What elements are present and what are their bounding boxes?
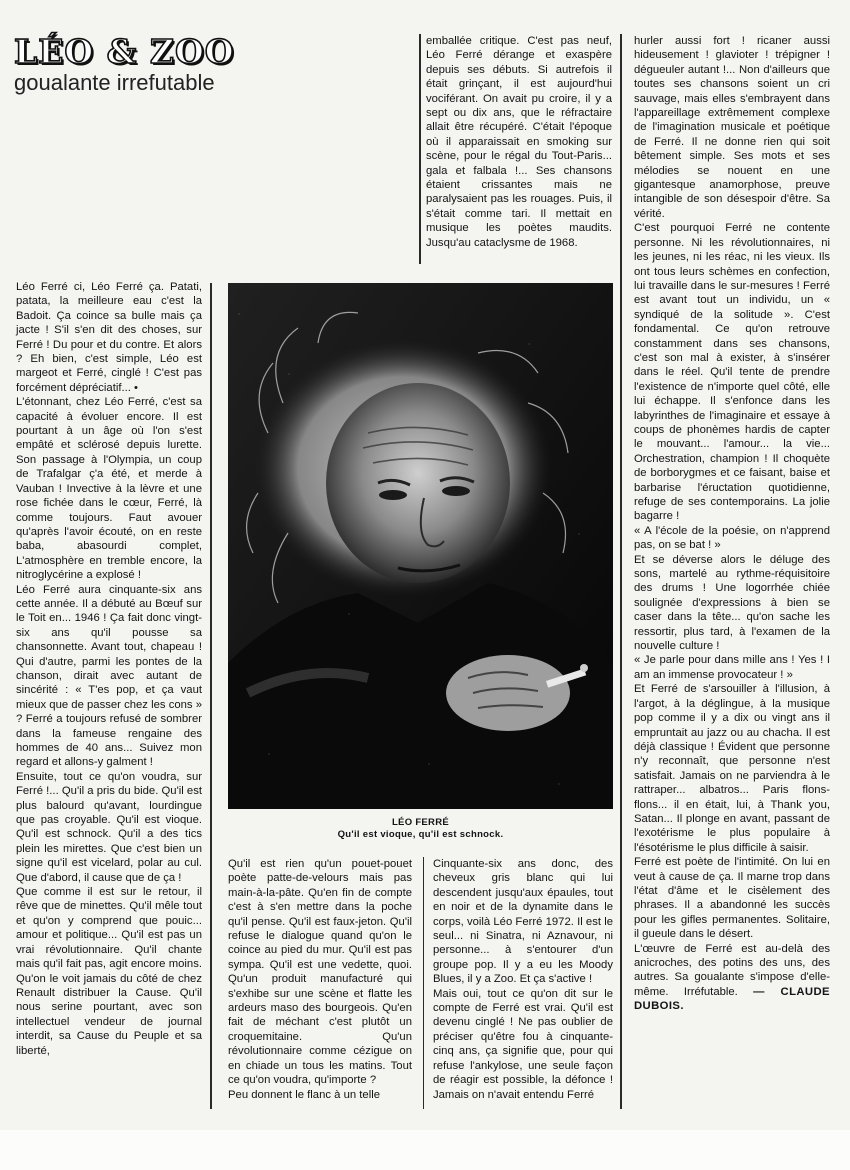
paragraph: « Je parle pour dans mille ans ! Yes ! I am an immense provocateur ! »	[634, 654, 830, 681]
paragraph: « A l'école de la poésie, on n'apprend pas, on se bat ! »	[634, 524, 830, 552]
paragraph: L'étonnant, chez Léo Ferré, c'est sa capacité à évoluer encore. Il est pourtant à un âge où l'on s'est empâté et sclérosé depuis lurette. Son passage à l'Olympia, un coup de Trafalgar ç'a été, et merde à Vauban ! Invective à la lèvre et une rose fichée dans le cœur, Ferré, là comme toujours. Faut avouer qu'après l'avoir écouté, on en reste baba, abasourdi complet, L'atmosphère en tremble encore, la nitroglycérine a explosé !	[16, 396, 202, 582]
article-column-1	[16, 280, 202, 1058]
paragraph: Et se déverse alors le déluge des sons, martelé au rythme-réquisitoire des drums ! Une logorrhée chiée soulignée d'expressions à bien se caser dans la tête... qu'on sache les ressortir, plus tard, à l'examen de la nouvelle culture !	[634, 553, 830, 653]
article-column-2	[228, 857, 412, 1102]
paragraph: Qu'il est rien qu'un pouet-pouet poète patte-de-velours mais pas main-à-la-pâte. Qu'en fin de compte c'est à s'en mettre dans la poche qu'il pense. Qu'il est faux-jeton. Qu'il refuse le dialogue quand qu'on le coince au pied du mur. Qu'il est pas sympa. Qu'il est une vedette, quoi. Qu'un produit manufacturé qui s'exhibe sur une scène et flatte les ardeurs maso des bourgeois. Qu'en fait de méchant c'est plutôt un croquemitaine. Qu'un révolutionnaire comme cézigue on en chiade un tous les matins. Tout ce qu'on voudra, qu'importe ?	[228, 858, 412, 1087]
paragraph: emballée critique. C'est pas neuf, Léo Ferré dérange et exaspère depuis ses débuts. Si autrefois il était grinçant, il est aujourd'hui vociférant. On avait pu croire, il y a sept ou dix ans, que le réfractaire allait être récupéré. C'était l'époque où il apparaissait en smoking sur scène, pour le régal du Tout-Paris... gala et falbala !... Ses chansons étaient crissantes mais ne paralysaient pas les rouages. Puis, il s'était comme tari. Il mettait en musique les poètes maudits. Jusqu'au cataclysme de 1968.	[426, 35, 612, 249]
column-divider	[210, 283, 212, 1109]
paragraph: Ensuite, tout ce qu'on voudra, sur Ferré !... Qu'il a pris du bide. Qu'il est plus balourd qu'avant, lourdingue que pas croyable. Qu'il est vioque. Qu'il est schnock. Qu'il a des tics plein les mirettes. Que c'est bien un signe qu'il est vicelard, polar au cul. Que d'abord, il cause que de ça !	[16, 770, 202, 884]
paragraph: Cinquante-six ans donc, des cheveux gris blanc qui lui descendent jusqu'aux épaules, tout en noir et de la dynamite dans le corps, voilà Léo Ferré 1972. Il est le seul... ni Sinatra, ni Aznavour, ni personne... à s'entourer d'un groupe pop. Il y a eu les Moody Blues, il y a Zoo. Et ça s'active !	[433, 858, 613, 986]
paragraph: Léo Ferré ci, Léo Ferré ça. Patati, patata, la meilleure eau c'est la Badoit. Ça coince sa bulle mais ça jacte ! S'il s'en dit des choses, sur Ferré ! Du pour et du contre. Et alors ? Eh bien, c'est simple, Léo est margeot et Ferré, cinglé ! C'est pas forcément dépréciatif... •	[16, 281, 202, 394]
caption-name: LÉO FERRÉ	[391, 817, 450, 828]
paragraph	[634, 942, 830, 1014]
photo-caption	[228, 817, 613, 841]
paragraph: Ferré est poète de l'intimité. On lui en veut à cause de ça. Il marne trop dans l'état d'âme et le cisèlement des phrases. Il a abandonné les succès pour les gifles permanentes. Solitaire, il gueule dans le désert.	[634, 856, 830, 941]
paragraph: C'est pourquoi Ferré ne contente personne. Ni les révolutionnaires, ni les jeunes, ni les réac, ni les vieux. Ils ont tous leurs schèmes en confection, lui travaille dans le sur-mesures ! Ferré est avant tout un individu, un « syndiqué de la solitude ». C'est fondamental. Ce qu'on retrouve constamment dans ses chansons, c'est son mal à exister, à s'insérer dans le réel. Qu'il tente de prendre l'existence de n'importe quel côté, elle lui échappe. Il s'enfonce dans les labyrinthes de l'imaginaire et essaye à coups de phonèmes hardis de capter le mouvant... l'amour... la vie... Orchestration, champion ! Il choquète de borborygmes et ce faisant, baise et barbarise l'éructation quotidienne, refuge de ses contemporains. La jolie bagarre !	[634, 222, 830, 523]
column-divider	[423, 857, 424, 1109]
paragraph: Que comme il est sur le retour, il rêve que de minettes. Qu'il mêle tout et qu'on y comprend que pouic... amour et politique... Qu'il est pas un vrai révolutionnaire. Qu'il chante mais qu'il fait pas, agit encore moins. Qu'on le voit jamais du côté de chez Renault distribuer la Cause. Qu'il nous serine pourtant, avec son intellectuel vendeur de journal interdit, sa Cause du Peuple et sa liberté,	[16, 886, 202, 1057]
article-column-5	[634, 34, 830, 1014]
page-margin	[0, 1130, 850, 1170]
column-divider	[419, 34, 421, 264]
article-subtitle: goualante irrefutable	[14, 70, 215, 95]
paragraph: Léo Ferré aura cinquante-six ans cette année. Il a débuté au Bœuf sur le Toit en... 1946 ! Ça fait donc vingt-six ans qu'il pousse sa chansonnette. Avant tout, chapeau ! Qui d'autre, parmi les pontes de la chanson, dirait avec autant de sincérité : « T'es pop, et ça vaut mieux que de passer chez les cons » ? Ferré a toujours refusé de sombrer dans la fameuse rengaine des hommes de 40 ans... Suivez mon regard et allons-y galment !	[16, 583, 202, 769]
paragraph: Mais oui, tout ce qu'on dit sur le compte de Ferré est vrai. Qu'il est devenu cinglé ! Ne pas oublier de préciser qu'être fou à cinquante-cinq ans, ça signifie que, pour qui refuse l'ankylose, une seule façon de réagir est possible, la défonce ! Jamais on n'avait entendu Ferré	[433, 987, 613, 1101]
article-title: LÉO & ZOO	[14, 32, 235, 71]
caption-quote: Qu'il est vioque, qu'il est schnock.	[337, 829, 504, 840]
column-divider	[620, 34, 622, 1109]
paragraph-text: L'œuvre de Ferré est au-delà des anicroches, des potins des uns, des autres. Sa goualante s'impose d'elle-même. Irréfutable.	[634, 942, 830, 998]
article-column-3	[426, 34, 612, 250]
paragraph: Et Ferré de s'arsouiller à l'illusion, à l'argot, à la déglingue, à la musique pop comme il y a dix ou vingt ans il empruntait au jazz ou au chacha. Il est déjà classique ! Évident que personne n'y reconnaît, que personne n'est satisfait. Jamais on ne parviendra à le rattraper... albatros... Paris flons-flons... il en était, lui, à Thank you, Satan... Il plonge en avant, passant de l'exotérisme le plus populaire à l'ésotérisme le plus difficile à saisir.	[634, 683, 830, 854]
paragraph: hurler aussi fort ! ricaner aussi hideusement ! glavioter ! trépigner ! dégueuler autant !... Non d'ailleurs que toutes ses chansons soient un cri sauvage, mais elles s'embrayent dans l'appareillage extrêmement complexe de l'imagination musicale et poétique de Ferré. Il ne donne rien qui soit bêtement simple. Ses mots et ses mélodies se nouent en une gigantesque anamorphose, preuve intangible de son désespoir d'être. Sa vérité.	[634, 35, 830, 220]
portrait-photo	[228, 283, 613, 809]
paragraph: Peu donnent le flanc à un telle	[228, 1088, 380, 1101]
article-column-4	[433, 857, 613, 1102]
author-signature: — CLAUDE DUBOIS.	[634, 985, 830, 1013]
